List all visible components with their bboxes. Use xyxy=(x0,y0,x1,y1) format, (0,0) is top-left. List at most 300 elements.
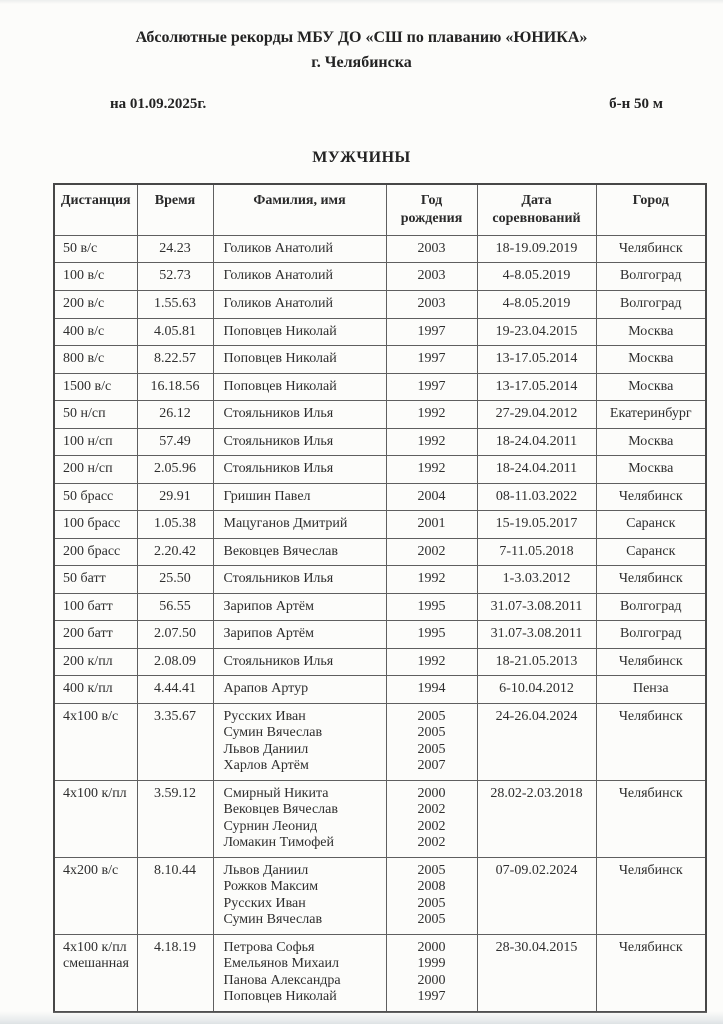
distance-value: 100 н/сп xyxy=(63,433,113,449)
pool-length-label: б-н 50 м xyxy=(609,95,663,112)
birth-year-value: 2001 xyxy=(417,516,446,532)
time-value: 3.35.67 xyxy=(154,708,196,724)
birth-year-value: 1992 xyxy=(417,433,446,449)
distance-value: 200 брасс xyxy=(63,543,121,559)
birth-year-value: 2000 xyxy=(417,939,446,955)
birth-years-cell xyxy=(386,401,477,429)
city-value: Москва xyxy=(628,378,674,394)
athlete-name: Поповцев Николай xyxy=(223,351,337,367)
competition-date-cell xyxy=(477,538,596,566)
record-row xyxy=(54,401,706,429)
distance-value: 50 брасс xyxy=(63,488,114,504)
document-title-line1: Абсолютные рекорды МБУ ДО «СШ по плаванию «ЮНИКА» xyxy=(135,29,588,46)
athlete-name: Ломакин Тимофей xyxy=(223,835,334,851)
athlete-name: Стояльников Илья xyxy=(223,406,334,422)
birth-year-value: 2005 xyxy=(417,862,446,878)
birth-year-value: 2002 xyxy=(417,802,446,818)
time-value: 4.18.19 xyxy=(154,939,196,955)
city-value: Челябинск xyxy=(618,862,683,878)
distance-cell xyxy=(54,235,137,263)
time-cell xyxy=(137,703,213,780)
city-cell xyxy=(596,263,706,291)
distance-value: 50 батт xyxy=(63,571,106,587)
record-row xyxy=(54,857,706,934)
athletes-cell xyxy=(213,318,386,346)
competition-date-value: 18-19.09.2019 xyxy=(495,240,578,256)
time-value: 1.55.63 xyxy=(154,296,196,311)
time-value: 24.23 xyxy=(159,240,191,256)
athlete-name: Сумин Вячеслав xyxy=(223,725,323,741)
birth-year-value: 2003 xyxy=(417,296,446,311)
time-value: 25.50 xyxy=(159,571,191,587)
athlete-name: Харлов Артём xyxy=(223,758,309,774)
athlete-name: Емельянов Михаил xyxy=(223,956,339,972)
city-cell xyxy=(596,401,706,429)
birth-year-value: 2008 xyxy=(417,879,446,895)
athlete-name: Голиков Анатолий xyxy=(223,240,334,256)
time-value: 56.55 xyxy=(159,598,191,614)
distance-value: 400 к/пл xyxy=(63,681,113,697)
birth-years-cell xyxy=(386,291,477,319)
athlete-name: Сумин Вячеслав xyxy=(223,912,323,928)
competition-date-cell xyxy=(477,428,596,456)
athlete-name: Зарипов Артём xyxy=(223,626,314,642)
time-cell xyxy=(137,566,213,594)
time-cell xyxy=(137,857,213,934)
time-cell xyxy=(137,263,213,291)
city-cell xyxy=(596,676,706,704)
competition-date-value: 24-26.04.2024 xyxy=(495,708,578,724)
athletes-cell xyxy=(213,621,386,649)
city-cell xyxy=(596,593,706,621)
city-cell xyxy=(596,934,706,1012)
athlete-name: Сурнин Леонид xyxy=(223,818,318,834)
record-row xyxy=(54,346,706,374)
record-row xyxy=(54,318,706,346)
athletes-cell xyxy=(213,235,386,263)
column-header-city: Город xyxy=(596,184,706,236)
birth-years-cell xyxy=(386,566,477,594)
athletes-cell xyxy=(213,428,386,456)
distance-value: 100 брасс xyxy=(63,516,121,532)
birth-year-value: 1992 xyxy=(417,406,446,422)
athletes-cell xyxy=(213,538,386,566)
distance-cell xyxy=(54,483,137,511)
document-title-line2: г. Челябинска xyxy=(311,53,412,71)
document-meta-row xyxy=(110,96,663,113)
birth-years-cell xyxy=(386,456,477,484)
time-value: 4.44.41 xyxy=(154,681,196,697)
records-table xyxy=(53,183,707,1013)
record-row xyxy=(54,566,706,594)
competition-date-value: 18-24.04.2011 xyxy=(495,433,578,449)
birth-years-cell xyxy=(386,703,477,780)
athlete-name: Стояльников Илья xyxy=(223,433,334,449)
distance-value: 100 батт xyxy=(63,598,113,614)
distance-cell xyxy=(54,703,137,780)
distance-cell xyxy=(54,291,137,319)
city-value: Челябинск xyxy=(618,653,683,669)
time-value: 2.20.42 xyxy=(154,543,196,559)
athlete-name: Стояльников Илья xyxy=(223,653,334,669)
birth-years-cell xyxy=(386,621,477,649)
distance-cell xyxy=(54,346,137,374)
competition-date-cell xyxy=(477,373,596,401)
time-cell xyxy=(137,318,213,346)
distance-cell xyxy=(54,648,137,676)
distance-cell xyxy=(54,428,137,456)
athletes-cell xyxy=(213,648,386,676)
birth-years-cell xyxy=(386,318,477,346)
time-cell xyxy=(137,456,213,484)
birth-years-cell xyxy=(386,648,477,676)
time-value: 8.22.57 xyxy=(154,351,196,367)
distance-value: 4х100 к/пл xyxy=(63,785,127,801)
time-value: 8.10.44 xyxy=(154,862,196,878)
birth-year-value: 1997 xyxy=(417,351,446,367)
competition-date-cell xyxy=(477,318,596,346)
record-row xyxy=(54,263,706,291)
distance-value: 50 в/с xyxy=(63,240,98,256)
distance-cell xyxy=(54,401,137,429)
competition-date-value: 08-11.03.2022 xyxy=(495,488,578,504)
competition-date-cell xyxy=(477,593,596,621)
athlete-name: Голиков Анатолий xyxy=(223,268,334,284)
city-value: Москва xyxy=(628,433,674,449)
competition-date-value: 07-09.02.2024 xyxy=(495,862,578,878)
distance-cell xyxy=(54,456,137,484)
athletes-cell xyxy=(213,857,386,934)
birth-year-value: 2005 xyxy=(417,912,446,928)
competition-date-value: 4-8.05.2019 xyxy=(502,268,571,284)
birth-years-cell xyxy=(386,538,477,566)
birth-year-value: 2003 xyxy=(417,240,446,256)
competition-date-value: 28.02-2.03.2018 xyxy=(490,785,583,801)
athletes-cell xyxy=(213,676,386,704)
birth-year-value: 1995 xyxy=(417,598,446,614)
athlete-name: Поповцев Николай xyxy=(223,378,337,394)
athlete-name: Рожков Максим xyxy=(223,879,319,895)
competition-date-cell xyxy=(477,676,596,704)
athletes-cell xyxy=(213,373,386,401)
record-row xyxy=(54,538,706,566)
competition-date-cell xyxy=(477,401,596,429)
time-cell xyxy=(137,291,213,319)
athlete-name: Мацуганов Дмитрий xyxy=(223,516,348,532)
distance-value: 4х100 в/с xyxy=(63,708,119,724)
competition-date-cell xyxy=(477,456,596,484)
birth-year-value: 1997 xyxy=(417,378,446,394)
distance-value: 200 н/сп xyxy=(63,461,113,477)
record-row xyxy=(54,703,706,780)
distance-value: 100 в/с xyxy=(63,268,105,284)
athlete-name: Львов Даниил xyxy=(223,741,309,757)
birth-year-value: 2005 xyxy=(417,708,446,724)
record-row xyxy=(54,780,706,857)
record-row xyxy=(54,483,706,511)
athletes-cell xyxy=(213,934,386,1012)
competition-date-value: 13-17.05.2014 xyxy=(495,351,578,367)
record-row xyxy=(54,373,706,401)
athletes-cell xyxy=(213,593,386,621)
birth-years-cell xyxy=(386,676,477,704)
athletes-cell xyxy=(213,456,386,484)
competition-date-value: 31.07-3.08.2011 xyxy=(490,626,583,642)
athletes-cell xyxy=(213,263,386,291)
distance-value: 200 батт xyxy=(63,626,113,642)
time-cell xyxy=(137,780,213,857)
birth-year-value: 1997 xyxy=(417,989,446,1005)
distance-value: 4х100 к/пл смешанная xyxy=(63,939,129,972)
birth-year-value: 2002 xyxy=(417,543,446,559)
time-value: 2.08.09 xyxy=(154,653,196,669)
distance-value: 800 в/с xyxy=(63,351,105,367)
competition-date-cell xyxy=(477,857,596,934)
birth-years-cell xyxy=(386,593,477,621)
competition-date-cell xyxy=(477,235,596,263)
athlete-name: Вековцев Вячеслав xyxy=(223,802,338,818)
competition-date-value: 13-17.05.2014 xyxy=(495,378,578,394)
athletes-cell xyxy=(213,703,386,780)
competition-date-cell xyxy=(477,703,596,780)
city-cell xyxy=(596,346,706,374)
city-value: Челябинск xyxy=(618,708,683,724)
birth-year-value: 2002 xyxy=(417,835,446,851)
city-value: Саранск xyxy=(626,516,676,532)
birth-year-value: 1995 xyxy=(417,626,446,642)
column-header-time: Время xyxy=(137,184,213,236)
distance-value: 1500 в/с xyxy=(63,378,112,394)
competition-date-value: 19-23.04.2015 xyxy=(495,323,578,339)
record-row xyxy=(54,676,706,704)
distance-cell xyxy=(54,373,137,401)
athlete-name: Петрова Софья xyxy=(223,939,315,955)
time-cell xyxy=(137,538,213,566)
city-value: Волгоград xyxy=(619,626,682,642)
record-row xyxy=(54,511,706,539)
birth-year-value: 1992 xyxy=(417,653,446,669)
birth-year-value: 2002 xyxy=(417,818,446,834)
time-value: 57.49 xyxy=(159,433,191,449)
city-value: Волгоград xyxy=(619,296,682,311)
athlete-name: Поповцев Николай xyxy=(223,323,337,339)
city-cell xyxy=(596,235,706,263)
record-row xyxy=(54,621,706,649)
birth-years-cell xyxy=(386,428,477,456)
time-value: 26.12 xyxy=(159,406,191,422)
records-table-body xyxy=(54,235,706,1012)
city-cell xyxy=(596,428,706,456)
distance-value: 200 к/пл xyxy=(63,653,113,669)
birth-year-value: 2000 xyxy=(417,972,446,988)
time-value: 3.59.12 xyxy=(154,785,196,801)
birth-year-value: 2003 xyxy=(417,268,446,284)
birth-year-value: 1999 xyxy=(417,956,446,972)
birth-year-value: 2007 xyxy=(417,758,446,774)
competition-date-value: 27-29.04.2012 xyxy=(495,406,578,422)
column-header-distance: Дистанция xyxy=(54,184,137,236)
distance-value: 400 в/с xyxy=(63,323,105,339)
competition-date-value: 28-30.04.2015 xyxy=(495,939,578,955)
city-cell xyxy=(596,648,706,676)
city-cell xyxy=(596,291,706,319)
competition-date-cell xyxy=(477,346,596,374)
distance-cell xyxy=(54,676,137,704)
birth-year-value: 2000 xyxy=(417,785,446,801)
distance-cell xyxy=(54,318,137,346)
athlete-name: Львов Даниил xyxy=(223,862,309,878)
time-cell xyxy=(137,373,213,401)
athlete-name: Смирный Никита xyxy=(223,785,329,801)
city-cell xyxy=(596,373,706,401)
competition-date-cell xyxy=(477,566,596,594)
athlete-name: Арапов Артур xyxy=(223,681,309,697)
birth-year-value: 2005 xyxy=(417,741,446,757)
time-value: 1.05.38 xyxy=(154,516,196,532)
city-cell xyxy=(596,703,706,780)
competition-date-cell xyxy=(477,263,596,291)
city-cell xyxy=(596,621,706,649)
document-title xyxy=(0,0,723,76)
record-row xyxy=(54,456,706,484)
birth-year-value: 1994 xyxy=(417,681,446,697)
birth-years-cell xyxy=(386,934,477,1012)
distance-value: 200 в/с xyxy=(63,296,105,311)
athlete-name: Стояльников Илья xyxy=(223,571,334,587)
header-row xyxy=(54,184,706,236)
city-value: Челябинск xyxy=(618,939,683,955)
competition-date-value: 18-24.04.2011 xyxy=(495,461,578,477)
competition-date-cell xyxy=(477,780,596,857)
competition-date-cell xyxy=(477,291,596,319)
record-row xyxy=(54,934,706,1012)
city-cell xyxy=(596,857,706,934)
record-date-label: на 01.09.2025г. xyxy=(110,95,207,112)
time-cell xyxy=(137,676,213,704)
city-cell xyxy=(596,566,706,594)
record-row xyxy=(54,428,706,456)
birth-year-value: 2005 xyxy=(417,895,446,911)
distance-cell xyxy=(54,593,137,621)
column-header-competition-date: Дата соревнований xyxy=(477,184,596,236)
birth-year-value: 2004 xyxy=(417,488,446,504)
athletes-cell xyxy=(213,483,386,511)
competition-date-value: 1-3.03.2012 xyxy=(502,571,571,587)
city-value: Волгоград xyxy=(619,268,682,284)
record-row xyxy=(54,593,706,621)
competition-date-cell xyxy=(477,934,596,1012)
time-cell xyxy=(137,621,213,649)
athletes-cell xyxy=(213,511,386,539)
birth-year-value: 2005 xyxy=(417,725,446,741)
distance-value: 50 н/сп xyxy=(63,406,106,422)
competition-date-cell xyxy=(477,648,596,676)
competition-date-value: 7-11.05.2018 xyxy=(499,543,574,559)
city-value: Москва xyxy=(628,323,674,339)
distance-value: 4х200 в/с xyxy=(63,862,119,878)
birth-years-cell xyxy=(386,263,477,291)
city-value: Саранск xyxy=(626,543,676,559)
city-cell xyxy=(596,538,706,566)
competition-date-value: 4-8.05.2019 xyxy=(502,296,571,311)
record-row xyxy=(54,235,706,263)
city-cell xyxy=(596,318,706,346)
distance-cell xyxy=(54,511,137,539)
time-cell xyxy=(137,428,213,456)
distance-cell xyxy=(54,857,137,934)
city-value: Москва xyxy=(628,351,674,367)
competition-date-value: 18-21.05.2013 xyxy=(495,653,578,669)
athletes-cell xyxy=(213,566,386,594)
records-table-head xyxy=(54,184,706,236)
birth-years-cell xyxy=(386,780,477,857)
birth-year-value: 1992 xyxy=(417,571,446,587)
birth-years-cell xyxy=(386,346,477,374)
athlete-name: Поповцев Николай xyxy=(223,989,337,1005)
birth-years-cell xyxy=(386,373,477,401)
distance-cell xyxy=(54,621,137,649)
time-cell xyxy=(137,934,213,1012)
competition-date-value: 6-10.04.2012 xyxy=(499,681,574,697)
time-value: 4.05.81 xyxy=(154,323,196,339)
time-value: 2.07.50 xyxy=(154,626,196,642)
time-cell xyxy=(137,648,213,676)
competition-date-cell xyxy=(477,511,596,539)
distance-cell xyxy=(54,780,137,857)
competition-date-value: 31.07-3.08.2011 xyxy=(490,598,583,614)
time-value: 52.73 xyxy=(159,268,191,284)
city-value: Пенза xyxy=(632,681,669,697)
time-cell xyxy=(137,235,213,263)
column-header-name: Фамилия, имя xyxy=(213,184,386,236)
birth-years-cell xyxy=(386,483,477,511)
athletes-cell xyxy=(213,346,386,374)
birth-year-value: 1997 xyxy=(417,323,446,339)
athlete-name: Русских Иван xyxy=(223,708,306,724)
athlete-name: Голиков Анатолий xyxy=(223,296,334,311)
column-header-birth-year: Год рождения xyxy=(386,184,477,236)
distance-cell xyxy=(54,566,137,594)
city-value: Челябинск xyxy=(618,571,683,587)
competition-date-value: 15-19.05.2017 xyxy=(495,516,578,532)
distance-cell xyxy=(54,263,137,291)
birth-years-cell xyxy=(386,857,477,934)
record-row xyxy=(54,648,706,676)
city-cell xyxy=(596,456,706,484)
time-cell xyxy=(137,593,213,621)
athlete-name: Панова Александра xyxy=(223,972,341,988)
competition-date-cell xyxy=(477,483,596,511)
athlete-name: Стояльников Илья xyxy=(223,461,334,477)
city-value: Екатеринбург xyxy=(609,406,692,422)
athlete-name: Гришин Павел xyxy=(223,488,311,504)
city-value: Челябинск xyxy=(618,785,683,801)
birth-years-cell xyxy=(386,235,477,263)
distance-cell xyxy=(54,934,137,1012)
city-cell xyxy=(596,483,706,511)
distance-cell xyxy=(54,538,137,566)
athletes-cell xyxy=(213,780,386,857)
time-cell xyxy=(137,401,213,429)
time-value: 2.05.96 xyxy=(154,461,196,477)
athlete-name: Зарипов Артём xyxy=(223,598,314,614)
time-value: 16.18.56 xyxy=(150,378,200,394)
record-row xyxy=(54,291,706,319)
athlete-name: Вековцев Вячеслав xyxy=(223,543,338,559)
birth-year-value: 1992 xyxy=(417,461,446,477)
time-cell xyxy=(137,346,213,374)
time-value: 29.91 xyxy=(159,488,191,504)
